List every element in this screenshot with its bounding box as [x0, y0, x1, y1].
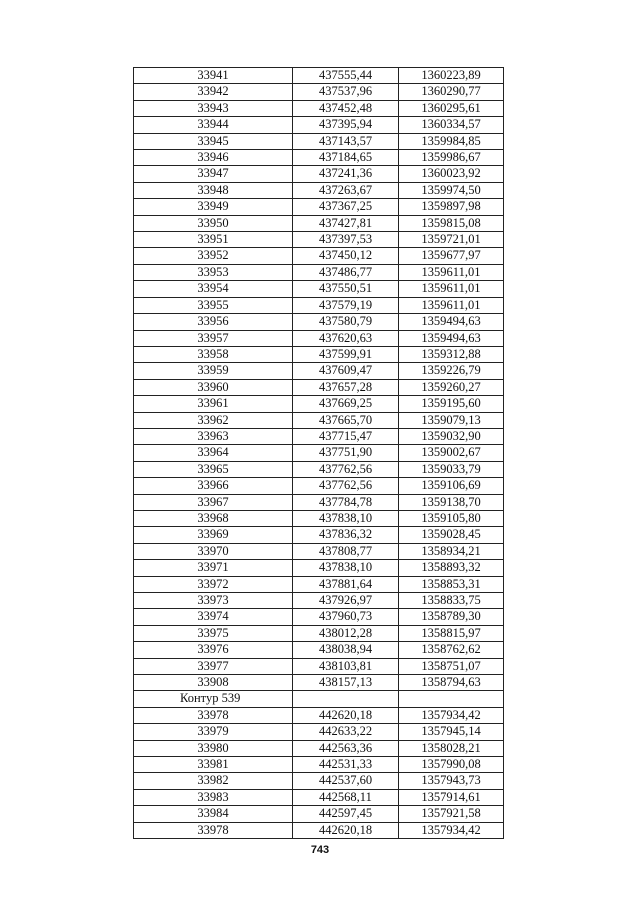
x-coordinate-cell: 437427,81	[293, 215, 399, 231]
table-row	[134, 478, 504, 494]
y-coordinate-cell: 1357945,14	[399, 724, 504, 740]
x-coordinate-cell: 438103,81	[293, 658, 399, 674]
table-row	[134, 593, 504, 609]
y-coordinate-cell: 1357990,08	[399, 757, 504, 773]
point-id-cell: 33942	[134, 84, 293, 100]
table-row	[134, 199, 504, 215]
table-row	[134, 232, 504, 248]
x-coordinate-cell: 437808,77	[293, 543, 399, 559]
table-row	[134, 100, 504, 116]
x-coordinate-cell: 437669,25	[293, 396, 399, 412]
point-id-cell: 33983	[134, 789, 293, 805]
x-coordinate-cell: 442597,45	[293, 806, 399, 822]
point-id-cell: 33950	[134, 215, 293, 231]
point-id-cell: 33982	[134, 773, 293, 789]
point-id-cell: 33908	[134, 675, 293, 691]
table-row	[134, 494, 504, 510]
x-coordinate-cell: 437960,73	[293, 609, 399, 625]
y-coordinate-cell: 1360023,92	[399, 166, 504, 182]
table-row	[134, 822, 504, 838]
point-id-cell: 33984	[134, 806, 293, 822]
x-coordinate-cell: 437537,96	[293, 84, 399, 100]
x-coordinate-cell: 437715,47	[293, 428, 399, 444]
y-coordinate-cell: 1357934,42	[399, 707, 504, 723]
y-coordinate-cell: 1357914,61	[399, 789, 504, 805]
y-coordinate-cell: 1359986,67	[399, 150, 504, 166]
y-coordinate-cell: 1359195,60	[399, 396, 504, 412]
page-number: 743	[310, 844, 330, 856]
table-row	[134, 560, 504, 576]
y-coordinate-cell: 1359028,45	[399, 527, 504, 543]
x-coordinate-cell: 442531,33	[293, 757, 399, 773]
y-coordinate-cell: 1359002,67	[399, 445, 504, 461]
y-coordinate-cell: 1359105,80	[399, 510, 504, 526]
table-row	[134, 510, 504, 526]
y-coordinate-cell: 1358893,32	[399, 560, 504, 576]
point-id-cell: 33980	[134, 740, 293, 756]
table-row	[134, 773, 504, 789]
empty-cell	[399, 691, 504, 707]
point-id-cell: 33968	[134, 510, 293, 526]
x-coordinate-cell: 437836,32	[293, 527, 399, 543]
x-coordinate-cell: 437838,10	[293, 560, 399, 576]
table-row	[134, 806, 504, 822]
table-row	[134, 150, 504, 166]
table-row	[134, 675, 504, 691]
y-coordinate-cell: 1359677,97	[399, 248, 504, 264]
empty-cell	[293, 691, 399, 707]
x-coordinate-cell: 442563,36	[293, 740, 399, 756]
point-id-cell: 33960	[134, 379, 293, 395]
x-coordinate-cell: 438038,94	[293, 642, 399, 658]
point-id-cell: 33958	[134, 346, 293, 362]
y-coordinate-cell: 1360290,77	[399, 84, 504, 100]
table-row	[134, 346, 504, 362]
x-coordinate-cell: 437665,70	[293, 412, 399, 428]
table-row	[134, 576, 504, 592]
x-coordinate-cell: 437609,47	[293, 363, 399, 379]
table-row	[134, 215, 504, 231]
y-coordinate-cell: 1358815,97	[399, 625, 504, 641]
x-coordinate-cell: 437838,10	[293, 510, 399, 526]
x-coordinate-cell: 437184,65	[293, 150, 399, 166]
y-coordinate-cell: 1359815,08	[399, 215, 504, 231]
y-coordinate-cell: 1359226,79	[399, 363, 504, 379]
table-row	[134, 363, 504, 379]
x-coordinate-cell: 437784,78	[293, 494, 399, 510]
y-coordinate-cell: 1359984,85	[399, 133, 504, 149]
point-id-cell: 33972	[134, 576, 293, 592]
table-row	[134, 396, 504, 412]
point-id-cell: 33981	[134, 757, 293, 773]
x-coordinate-cell: 437397,53	[293, 232, 399, 248]
coordinates-table	[133, 67, 504, 839]
table-row	[134, 281, 504, 297]
y-coordinate-cell: 1358751,07	[399, 658, 504, 674]
table-row	[134, 166, 504, 182]
point-id-cell: 33965	[134, 461, 293, 477]
y-coordinate-cell: 1358789,30	[399, 609, 504, 625]
x-coordinate-cell: 437762,56	[293, 478, 399, 494]
point-id-cell: 33941	[134, 68, 293, 84]
table-row	[134, 757, 504, 773]
table-row	[134, 609, 504, 625]
y-coordinate-cell: 1359106,69	[399, 478, 504, 494]
point-id-cell: 33970	[134, 543, 293, 559]
point-id-cell: 33955	[134, 297, 293, 313]
y-coordinate-cell: 1359611,01	[399, 264, 504, 280]
table-row	[134, 658, 504, 674]
point-id-cell: 33945	[134, 133, 293, 149]
table-row	[134, 412, 504, 428]
point-id-cell: 33954	[134, 281, 293, 297]
point-id-cell: 33944	[134, 117, 293, 133]
point-id-cell: 33966	[134, 478, 293, 494]
table-row	[134, 543, 504, 559]
y-coordinate-cell: 1359611,01	[399, 297, 504, 313]
table-row	[134, 445, 504, 461]
point-id-cell: 33975	[134, 625, 293, 641]
y-coordinate-cell: 1358934,21	[399, 543, 504, 559]
x-coordinate-cell: 437599,91	[293, 346, 399, 362]
point-id-cell: 33948	[134, 182, 293, 198]
table-row	[134, 642, 504, 658]
point-id-cell: 33962	[134, 412, 293, 428]
table-row	[134, 117, 504, 133]
point-id-cell: 33957	[134, 330, 293, 346]
point-id-cell: 33952	[134, 248, 293, 264]
point-id-cell: 33967	[134, 494, 293, 510]
x-coordinate-cell: 437241,36	[293, 166, 399, 182]
point-id-cell: 33964	[134, 445, 293, 461]
y-coordinate-cell: 1359033,79	[399, 461, 504, 477]
point-id-cell: 33947	[134, 166, 293, 182]
y-coordinate-cell: 1357943,73	[399, 773, 504, 789]
x-coordinate-cell: 437367,25	[293, 199, 399, 215]
table-row	[134, 789, 504, 805]
point-id-cell: 33946	[134, 150, 293, 166]
y-coordinate-cell: 1360295,61	[399, 100, 504, 116]
y-coordinate-cell: 1359721,01	[399, 232, 504, 248]
y-coordinate-cell: 1357934,42	[399, 822, 504, 838]
y-coordinate-cell: 1359494,63	[399, 330, 504, 346]
y-coordinate-cell: 1358833,75	[399, 593, 504, 609]
table-row	[134, 330, 504, 346]
x-coordinate-cell: 437452,48	[293, 100, 399, 116]
table-row	[134, 461, 504, 477]
point-id-cell: 33956	[134, 314, 293, 330]
y-coordinate-cell: 1359032,90	[399, 428, 504, 444]
x-coordinate-cell: 442620,18	[293, 822, 399, 838]
coordinates-table-body	[134, 68, 504, 839]
point-id-cell: 33959	[134, 363, 293, 379]
x-coordinate-cell: 437579,19	[293, 297, 399, 313]
point-id-cell: 33971	[134, 560, 293, 576]
point-id-cell: 33951	[134, 232, 293, 248]
x-coordinate-cell: 442620,18	[293, 707, 399, 723]
point-id-cell: 33977	[134, 658, 293, 674]
table-row	[134, 428, 504, 444]
x-coordinate-cell: 437486,77	[293, 264, 399, 280]
table-row	[134, 527, 504, 543]
x-coordinate-cell: 437580,79	[293, 314, 399, 330]
y-coordinate-cell: 1358028,21	[399, 740, 504, 756]
y-coordinate-cell: 1359260,27	[399, 379, 504, 395]
point-id-cell: 33976	[134, 642, 293, 658]
table-row	[134, 314, 504, 330]
x-coordinate-cell: 437762,56	[293, 461, 399, 477]
y-coordinate-cell: 1359974,50	[399, 182, 504, 198]
point-id-cell: 33978	[134, 822, 293, 838]
table-row	[134, 248, 504, 264]
table-row	[134, 625, 504, 641]
y-coordinate-cell: 1359138,70	[399, 494, 504, 510]
x-coordinate-cell: 437926,97	[293, 593, 399, 609]
y-coordinate-cell: 1360334,57	[399, 117, 504, 133]
y-coordinate-cell: 1359312,88	[399, 346, 504, 362]
point-id-cell: 33963	[134, 428, 293, 444]
point-id-cell: 33953	[134, 264, 293, 280]
y-coordinate-cell: 1359494,63	[399, 314, 504, 330]
x-coordinate-cell: 437550,51	[293, 281, 399, 297]
point-id-cell: 33949	[134, 199, 293, 215]
table-row	[134, 84, 504, 100]
point-id-cell: 33961	[134, 396, 293, 412]
x-coordinate-cell: 437620,63	[293, 330, 399, 346]
x-coordinate-cell: 437555,44	[293, 68, 399, 84]
table-row	[134, 68, 504, 84]
x-coordinate-cell: 437450,12	[293, 248, 399, 264]
x-coordinate-cell: 437263,67	[293, 182, 399, 198]
table-row	[134, 133, 504, 149]
y-coordinate-cell: 1357921,58	[399, 806, 504, 822]
x-coordinate-cell: 437395,94	[293, 117, 399, 133]
y-coordinate-cell: 1359897,98	[399, 199, 504, 215]
contour-header-row	[134, 691, 504, 707]
table-row	[134, 297, 504, 313]
contour-label: Контур 539	[134, 691, 293, 707]
x-coordinate-cell: 437881,64	[293, 576, 399, 592]
table-row	[134, 707, 504, 723]
table-row	[134, 379, 504, 395]
table-row	[134, 264, 504, 280]
point-id-cell: 33979	[134, 724, 293, 740]
y-coordinate-cell: 1360223,89	[399, 68, 504, 84]
x-coordinate-cell: 442537,60	[293, 773, 399, 789]
y-coordinate-cell: 1359079,13	[399, 412, 504, 428]
x-coordinate-cell: 442633,22	[293, 724, 399, 740]
y-coordinate-cell: 1358762,62	[399, 642, 504, 658]
y-coordinate-cell: 1358794,63	[399, 675, 504, 691]
y-coordinate-cell: 1358853,31	[399, 576, 504, 592]
point-id-cell: 33974	[134, 609, 293, 625]
table-row	[134, 182, 504, 198]
x-coordinate-cell: 437657,28	[293, 379, 399, 395]
x-coordinate-cell: 438012,28	[293, 625, 399, 641]
point-id-cell: 33973	[134, 593, 293, 609]
x-coordinate-cell: 437751,90	[293, 445, 399, 461]
x-coordinate-cell: 442568,11	[293, 789, 399, 805]
table-row	[134, 740, 504, 756]
y-coordinate-cell: 1359611,01	[399, 281, 504, 297]
point-id-cell: 33943	[134, 100, 293, 116]
point-id-cell: 33969	[134, 527, 293, 543]
table-row	[134, 724, 504, 740]
point-id-cell: 33978	[134, 707, 293, 723]
x-coordinate-cell: 437143,57	[293, 133, 399, 149]
x-coordinate-cell: 438157,13	[293, 675, 399, 691]
